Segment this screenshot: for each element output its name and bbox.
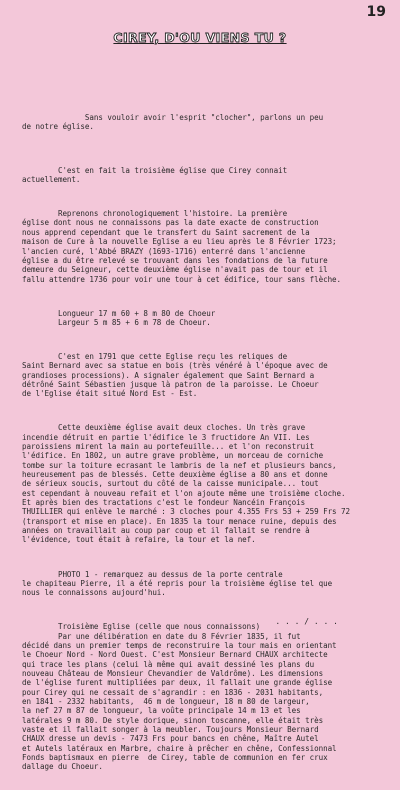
- text-line: fallu attendre 1736 pour voir une tour à cet édifice, tour sans flèche.: [22, 274, 342, 284]
- text-line: de l'église furent multipliées par deux, il fallait une grande église: [22, 678, 333, 688]
- text-line: maison de Cure à la nouvelle Eglise a eu lieu après le 8 Février 1723;: [22, 237, 337, 247]
- paragraph-third-church-detail: [22, 622, 384, 772]
- text-line: l'ancien curé, l'Abbé BRAZY (1693-1716) enterré dans l'ancienne: [22, 246, 306, 256]
- text-line: Cette deuxième église avait deux cloches. Un très grave: [22, 423, 306, 433]
- text-line: demeure du Seigneur, cette deuxième église n'avait pas de tour et il: [22, 265, 328, 275]
- text-line: nouveau Château de Monsieur Chevandier de Valdrôme). Les dimensions: [22, 668, 324, 678]
- text-line: vaste et il fallait songer à la meubler. Toujours Monsieur Bernard: [22, 725, 319, 734]
- text-line: détrôné Saint Sébastien jusque là patron de la paroisse. Le Choeur: [22, 379, 319, 389]
- paragraph-photo: [22, 570, 384, 598]
- text-line: paroissiens mirent la main au portefeuille... et l'on reconstruit: [22, 442, 315, 452]
- text-line: THUILLIER qui enlève le marché : 3 cloches pour 4.355 Frs 53 + 259 Frs 72: [22, 507, 351, 517]
- text-line: Sans vouloir avoir l'esprit "clocher", parlons un peu: [48, 113, 324, 123]
- text-line: PHOTO 1 - remarquez au dessus de la porte centrale: [22, 569, 283, 579]
- text-line: de notre église.: [22, 122, 94, 132]
- paragraph-intro: [22, 104, 384, 141]
- text-line: heureusement pas de blessés. Cette deuxième église a 80 ans et donne: [22, 470, 328, 480]
- paragraph-bells: [22, 423, 384, 544]
- text-line: nous apprend cependant que le transfert du Saint sacrement de la: [22, 227, 310, 237]
- article-body: [22, 85, 384, 790]
- page-title: CIREY, D'OU VIENS TU ?: [113, 30, 287, 45]
- text-line: Longueur 17 m 60 + 8 m 80 de Choeur: [22, 308, 216, 318]
- text-line: de sérieux soucis, surtout du côté de la caisse municipale... tout: [22, 479, 319, 489]
- text-line: le chapiteau Pierre, il a été repris pour la troisième église tel que: [22, 578, 333, 588]
- text-line: Reprenons chronologiquement l'histoire. La première: [22, 209, 288, 219]
- text-line: pour Cirey qui ne cessait de s'agrandir : en 1836 - 2031 habitants,: [22, 687, 324, 697]
- text-line: Et après bien des tractations c'est le fondeur Nancéin François: [22, 498, 306, 508]
- text-line: Saint Bernard avec sa statue en bois (très vénéré à l'époque avec de: [22, 361, 328, 371]
- text-line: nous le connaissons aujourd'hui.: [22, 588, 166, 598]
- text-line: l'édifice. En 1802, un autre grave problème, un morceau de corniche: [22, 451, 324, 461]
- text-line: église dont nous ne connaissons pas la date exacte de construction: [22, 218, 319, 228]
- text-line: grandioses processions). A signaler également que Saint Bernard a: [22, 370, 315, 380]
- paragraph-dimensions: [22, 309, 384, 328]
- text-line: CHAUX dresse un devis - 7473 Frs pour bancs en chêne, Maître Autel: [22, 734, 319, 744]
- text-line: de l'Eglise était situé Nord Est - Est.: [22, 389, 198, 399]
- page-number: 19: [366, 4, 386, 20]
- text-line: décidé dans un premier temps de reconstruire la tour mais en orientant: [22, 640, 337, 650]
- text-line: (transport et mise en place). En 1835 la tour menace ruine, depuis des: [22, 516, 337, 526]
- paragraph-third-church: [22, 166, 384, 185]
- paragraph-history: [22, 209, 384, 284]
- text-line: l'évidence, tout était à refaire, la tour et la nef.: [22, 535, 256, 545]
- text-line: dallage du Choeur.: [22, 762, 103, 772]
- text-line: Par une délibération en date du 8 Février 1835, il fut: [22, 631, 301, 641]
- text-line: C'est en fait la troisième église que Cirey connait: [22, 165, 288, 175]
- text-line: est cependant à nouveau refait et l'on ajoute même une troisième cloche.: [22, 488, 346, 498]
- continuation-mark: . . . / . . .: [275, 617, 338, 626]
- text-line: le Choeur Nord - Nord Ouest. C'est Monsieur Bernard CHAUX architecte: [22, 650, 328, 660]
- text-line: années on travaillait au coup par coup et il fallait se rendre à: [22, 526, 310, 536]
- paragraph-relics: [22, 352, 384, 399]
- text-line: tombe sur la toiture ecrasant le lambris de la nef et plusieurs bancs,: [22, 460, 337, 470]
- text-line: actuellement.: [22, 175, 81, 185]
- text-line: Largeur 5 m 85 + 6 m 78 de Choeur.: [22, 317, 211, 327]
- text-line: latérales 9 m 80. De style dorique, sinon toscanne, elle était très: [22, 715, 324, 725]
- text-line: église a du être relevé se trouvant dans les fondations de la future: [22, 255, 328, 265]
- text-line: C'est en 1791 que cette Eglise reçu les reliques de: [22, 351, 288, 361]
- text-line: incendie détruit en partie l'édifice le 3 fructidore An VII. Les: [22, 432, 310, 442]
- text-line: la nef 27 m 87 de longueur, la voûte principale 14 m 13 et les: [22, 706, 301, 716]
- text-line: Troisième Eglise (celle que nous connaissons): [22, 622, 261, 632]
- text-line: qui trace les plans (celui là même qui avait dessiné les plans du: [22, 659, 315, 669]
- text-line: et Autels latéraux en Marbre, chaire à prêcher en chêne, Confessionnal: [22, 743, 337, 753]
- text-line: Fonds baptismaux en pierre de Cirey, table de communion en fer crux: [22, 753, 328, 763]
- text-line: en 1841 - 2332 habitants, 46 m de longueur, 18 m 80 de largeur,: [22, 696, 310, 706]
